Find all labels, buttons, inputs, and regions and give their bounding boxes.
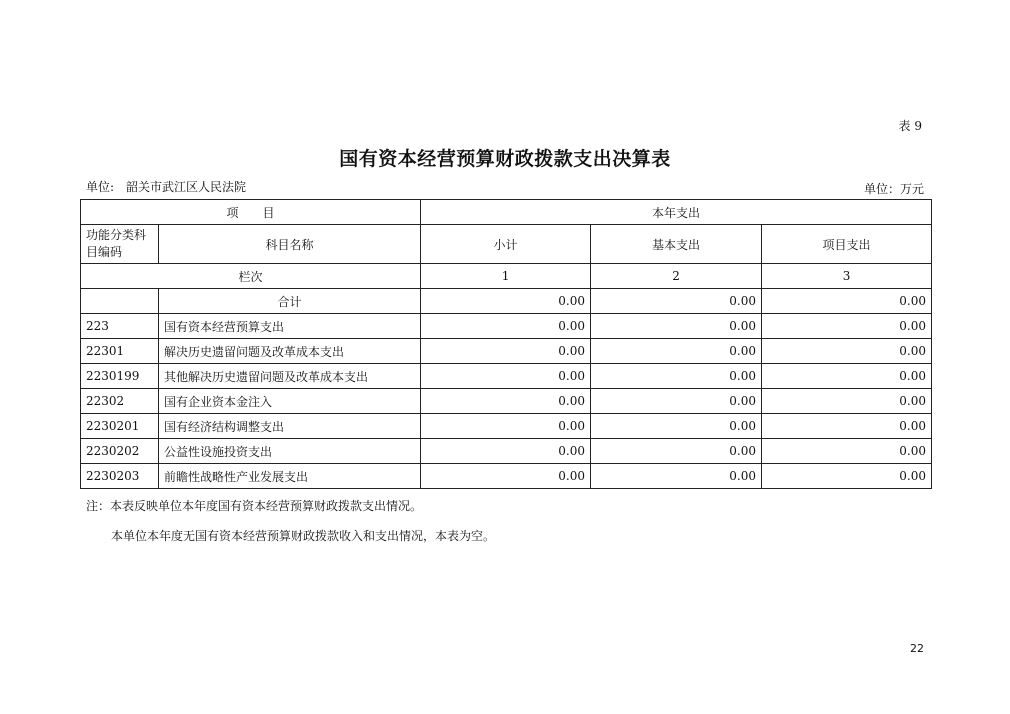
page-number: 22 [910, 642, 924, 655]
function-code: 22301 [81, 339, 159, 364]
unit-label: 单位: [86, 180, 115, 194]
header-row-2 [81, 225, 932, 264]
function-code: 22302 [81, 389, 159, 414]
table-number: 表 9 [898, 119, 922, 133]
basic-value: 0.00 [591, 389, 762, 414]
currency-unit: 单位：万元 [863, 182, 924, 196]
header-function-code: 功能分类科目编码 [81, 225, 159, 264]
subject-name: 解决历史遗留问题及改革成本支出 [159, 339, 421, 364]
basic-value: 0.00 [591, 439, 762, 464]
header-item: 项 目 [81, 200, 421, 225]
subtotal-value: 0.00 [421, 364, 591, 389]
project-value: 0.00 [762, 364, 932, 389]
subtotal-value: 0.00 [421, 389, 591, 414]
project-value: 0.00 [762, 464, 932, 489]
subtotal-value: 0.00 [421, 414, 591, 439]
subtotal-value: 0.00 [421, 439, 591, 464]
table-row [81, 314, 932, 339]
column-index-3: 3 [762, 264, 932, 289]
table-row [81, 414, 932, 439]
column-index-2: 2 [591, 264, 762, 289]
budget-table [80, 199, 932, 489]
header-project-expense: 项目支出 [762, 225, 932, 264]
subject-name: 公益性设施投资支出 [159, 439, 421, 464]
project-value: 0.00 [762, 389, 932, 414]
table-row [81, 389, 932, 414]
basic-value: 0.00 [591, 314, 762, 339]
subject-name: 国有资本经营预算支出 [159, 314, 421, 339]
project-value: 0.00 [762, 314, 932, 339]
header-subject-name: 科目名称 [159, 225, 421, 264]
project-value: 0.00 [762, 414, 932, 439]
table-body [81, 314, 932, 489]
reporting-unit [86, 178, 246, 195]
table-row [81, 364, 932, 389]
column-index-label: 栏次 [81, 264, 421, 289]
subject-name: 前瞻性战略性产业发展支出 [159, 464, 421, 489]
function-code: 2230202 [81, 439, 159, 464]
subject-name: 国有企业资本金注入 [159, 389, 421, 414]
table-row [81, 439, 932, 464]
function-code: 2230203 [81, 464, 159, 489]
project-value: 0.00 [762, 439, 932, 464]
function-code: 223 [81, 314, 159, 339]
table-row [81, 339, 932, 364]
total-code-cell [81, 289, 159, 314]
total-basic: 0.00 [591, 289, 762, 314]
table-header [81, 200, 932, 314]
subtotal-value: 0.00 [421, 464, 591, 489]
page-title: 国有资本经营预算财政拨款支出决算表 [339, 148, 671, 170]
table-row [81, 464, 932, 489]
function-code: 2230201 [81, 414, 159, 439]
subtotal-value: 0.00 [421, 314, 591, 339]
total-row [81, 289, 932, 314]
column-index-1: 1 [421, 264, 591, 289]
basic-value: 0.00 [591, 339, 762, 364]
unit-name: 韶关市武江区人民法院 [126, 180, 247, 194]
basic-value: 0.00 [591, 364, 762, 389]
table-note: 注：本表反映单位本年度国有资本经营预算财政拨款支出情况。 [86, 499, 423, 513]
header-row-1 [81, 200, 932, 225]
project-value: 0.00 [762, 339, 932, 364]
header-current-year-expense: 本年支出 [421, 200, 932, 225]
subtotal-value: 0.00 [421, 339, 591, 364]
total-project: 0.00 [762, 289, 932, 314]
total-subtotal: 0.00 [421, 289, 591, 314]
subject-name: 国有经济结构调整支出 [159, 414, 421, 439]
basic-value: 0.00 [591, 464, 762, 489]
basic-value: 0.00 [591, 414, 762, 439]
subject-name: 其他解决历史遗留问题及改革成本支出 [159, 364, 421, 389]
empty-table-explanation: 本单位本年度无国有资本经营预算财政拨款收入和支出情况，本表为空。 [111, 529, 496, 543]
header-basic-expense: 基本支出 [591, 225, 762, 264]
header-subtotal: 小计 [421, 225, 591, 264]
total-label: 合计 [159, 289, 421, 314]
header-row-column-index [81, 264, 932, 289]
function-code: 2230199 [81, 364, 159, 389]
